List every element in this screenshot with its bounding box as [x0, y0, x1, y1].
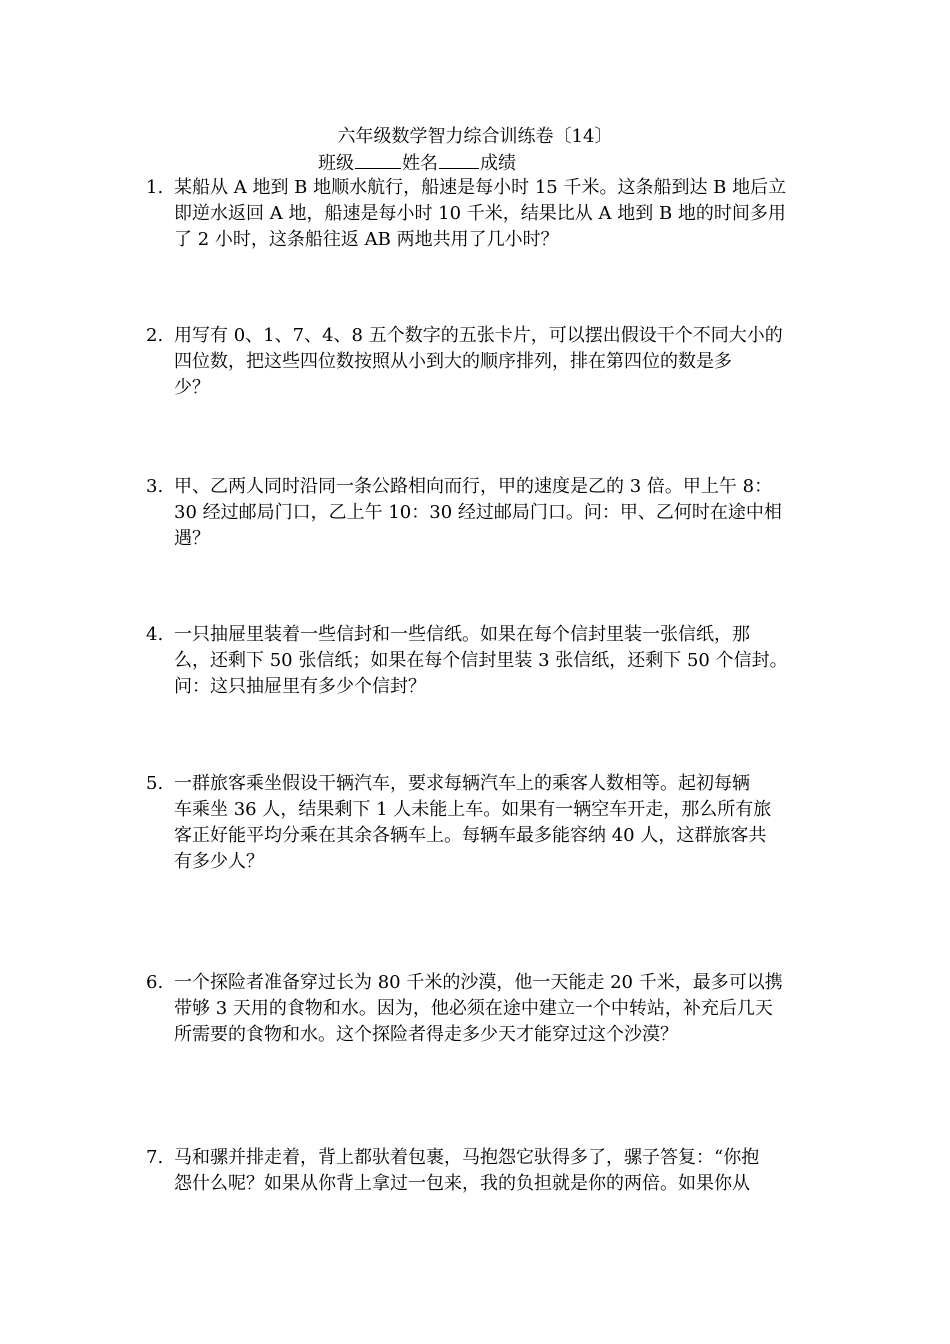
problem-line: 即逆水返回 A 地，船速是每小时 10 千米，结果比从 A 地到 B 地的时间多用: [174, 203, 786, 224]
name-label: 姓名: [402, 153, 438, 174]
problem-line: 一只抽屉里装着一些信封和一些信纸。如果在每个信封里装一张信纸，那: [174, 624, 750, 645]
problem-line: 了 2 小时，这条船往返 AB 两地共用了几小时？: [174, 229, 559, 250]
student-info-line: [318, 150, 516, 177]
problem-line: 有多少人？: [174, 851, 264, 872]
problem-6: [146, 970, 814, 1048]
problem-line: 四位数，把这些四位数按照从小到大的顺序排列，排在第四位的数是多: [174, 351, 732, 372]
problem-number: 5.: [146, 773, 164, 794]
problem-text: [174, 474, 814, 552]
problem-line: 30 经过邮局门口，乙上午 10：30 经过邮局门口。问：甲、乙何时在途中相: [174, 502, 782, 523]
problem-line: 用写有 0、1、7、4、8 五个数字的五张卡片，可以摆出假设干个不同大小的: [174, 325, 783, 346]
problem-line: 马和骡并排走着，背上都驮着包裹，马抱怨它驮得多了，骡子答复：“你抱: [174, 1147, 760, 1168]
class-label: 班级: [318, 153, 354, 174]
problem-line: 带够 3 天用的食物和水。因为，他必须在途中建立一个中转站，补充后几天: [174, 998, 773, 1019]
problem-number: 3.: [146, 476, 164, 497]
problem-1: [146, 175, 814, 253]
problem-7: [146, 1145, 814, 1197]
problem-line: 所需要的食物和水。这个探险者得走多少天才能穿过这个沙漠？: [174, 1024, 678, 1045]
problem-line: 问：这只抽屉里有多少个信封？: [174, 676, 426, 697]
problem-text: [174, 323, 814, 401]
problem-text: [174, 175, 814, 253]
problem-line: 某船从 A 地到 B 地顺水航行，船速是每小时 15 千米。这条船到达 B 地后立: [174, 177, 787, 198]
problem-line: 么，还剩下 50 张信纸；如果在每个信封里装 3 张信纸，还剩下 50 个信封。: [174, 650, 788, 671]
problem-number: 7.: [146, 1147, 164, 1168]
problem-4: [146, 622, 814, 700]
problem-number: 2.: [146, 325, 164, 346]
problem-number: 4.: [146, 624, 164, 645]
problem-line: 遇？: [174, 528, 210, 549]
problem-text: [174, 1145, 814, 1197]
problem-line: 怨什么呢？如果从你背上拿过一包来，我的负担就是你的两倍。如果你从: [174, 1173, 750, 1194]
problem-line: 甲、乙两人同时沿同一条公路相向而行，甲的速度是乙的 3 倍。甲上午 8：: [174, 476, 773, 497]
problem-2: [146, 323, 814, 401]
class-blank: [355, 150, 401, 169]
score-label: 成绩: [480, 153, 516, 174]
problem-number: 6.: [146, 972, 164, 993]
problem-line: 一个探险者准备穿过长为 80 千米的沙漠，他一天能走 20 千米，最多可以携: [174, 972, 783, 993]
problem-text: [174, 970, 814, 1048]
name-blank: [439, 150, 479, 169]
problem-text: [174, 622, 814, 700]
problem-line: 少？: [174, 377, 210, 398]
problem-number: 1.: [146, 177, 164, 198]
problem-text: [174, 771, 814, 875]
problem-3: [146, 474, 814, 552]
problem-line: 车乘坐 36 人，结果剩下 1 人未能上车。如果有一辆空车开走，那么所有旅: [174, 799, 772, 820]
problem-5: [146, 771, 814, 875]
worksheet-title: 六年级数学智力综合训练卷〔14〕: [337, 126, 613, 147]
problem-line: 客正好能平均分乘在其余各辆车上。每辆车最多能容纳 40 人，这群旅客共: [174, 825, 767, 846]
problem-line: 一群旅客乘坐假设干辆汽车，要求每辆汽车上的乘客人数相等。起初每辆: [174, 773, 750, 794]
